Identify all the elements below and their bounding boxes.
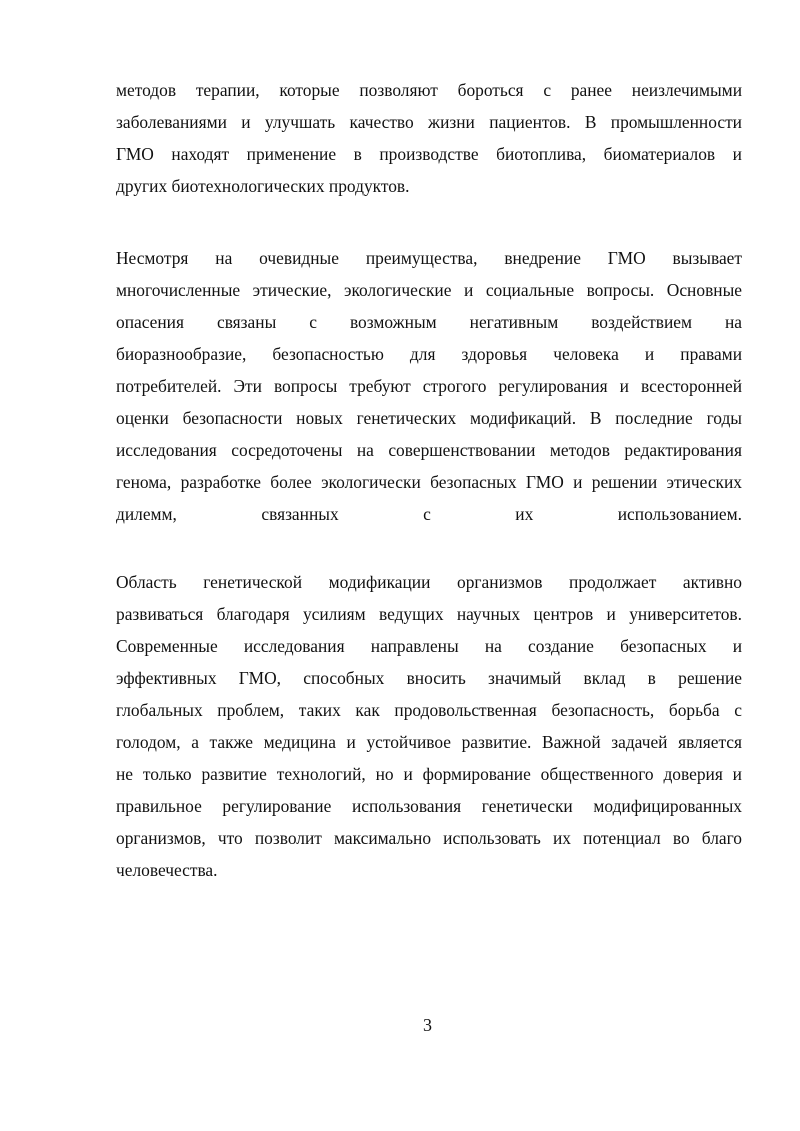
paragraph-2 (116, 242, 742, 530)
text-line: потребителей. Эти вопросы требуют строгого регулирования и всесторонней (116, 376, 742, 396)
text-line: глобальных проблем, таких как продовольственная безопасность, борьба с (116, 700, 742, 720)
text-line: ГМО находят применение в производстве биотоплива, биоматериалов и (116, 144, 742, 164)
text-line: Современные исследования направлены на создание безопасных и (116, 636, 742, 656)
paragraph-1 (116, 74, 742, 202)
text-line: эффективных ГМО, способных вносить значимый вклад в решение (116, 668, 742, 688)
text-line: генома, разработке более экологически безопасных ГМО и решении этических (116, 472, 742, 492)
text-line: правильное регулирование использования генетически модифицированных (116, 796, 742, 816)
text-line: опасения связаны с возможным негативным воздействием на (116, 312, 742, 332)
text-line: заболеваниями и улучшать качество жизни пациентов. В промышленности (116, 112, 742, 132)
text-line: организмов, что позволит максимально использовать их потенциал во благо (116, 828, 742, 848)
text-line: не только развитие технологий, но и формирование общественного доверия и (116, 764, 742, 784)
text-line: методов терапии, которые позволяют бороться с ранее неизлечимыми (116, 80, 742, 100)
text-line: исследования сосредоточены на совершенствовании методов редактирования (116, 440, 742, 460)
text-line: оценки безопасности новых генетических модификаций. В последние годы (116, 408, 742, 428)
text-line: Область генетической модификации организмов продолжает активно (116, 572, 742, 592)
text-line: других биотехнологических продуктов. (116, 176, 410, 196)
text-line: многочисленные этические, экологические и социальные вопросы. Основные (116, 280, 742, 300)
text-line: дилемм, связанных с их использованием. (116, 504, 742, 524)
text-line: голодом, а также медицина и устойчивое развитие. Важной задачей является (116, 732, 742, 752)
text-line: человечества. (116, 860, 218, 880)
text-line: биоразнообразие, безопасностью для здоровья человека и правами (116, 344, 742, 364)
page-number: 3 (423, 1015, 432, 1035)
text-line: Несмотря на очевидные преимущества, внедрение ГМО вызывает (116, 248, 742, 268)
paragraph-3 (116, 566, 742, 886)
text-line: развиваться благодаря усилиям ведущих научных центров и университетов. (116, 604, 742, 624)
